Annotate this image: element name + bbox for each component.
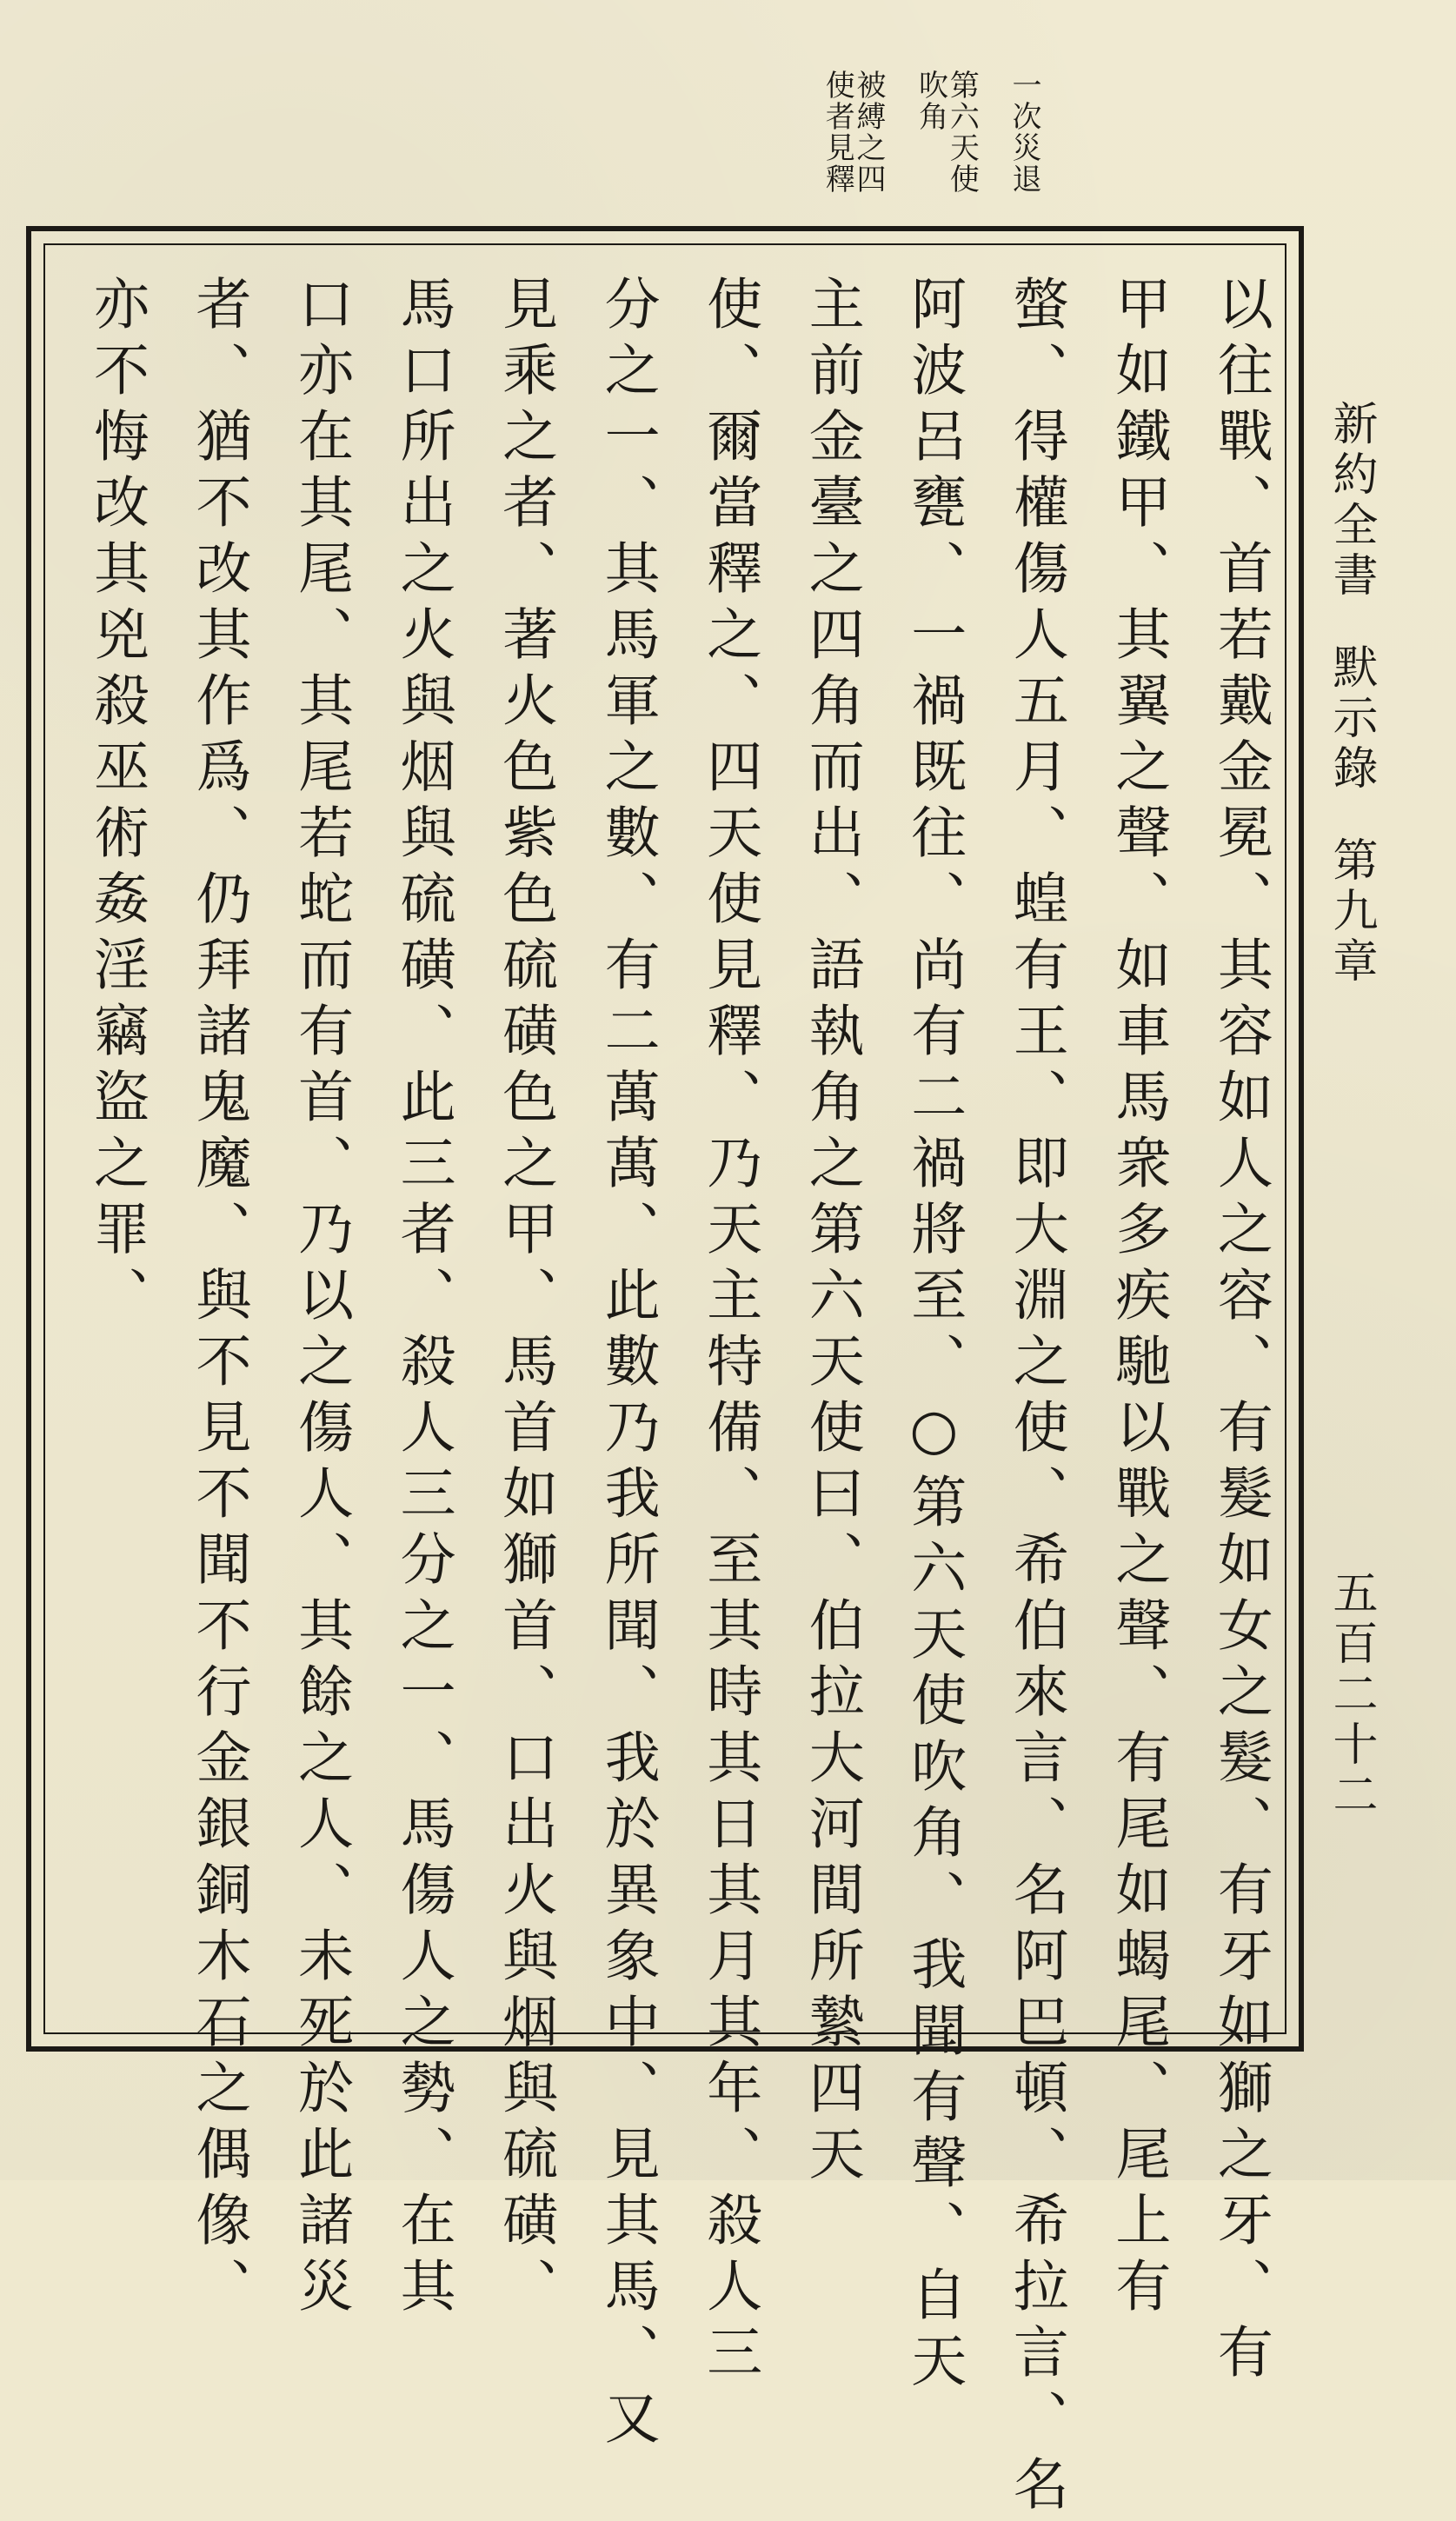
text-column: 主前金臺之四角而出、語執角之第六天使曰、伯拉大河間所縶四天 (799, 275, 864, 2191)
text-column: 者、猶不改其作爲、仍拜諸鬼魔、與不見不聞不行金銀銅木石之偶像、 (186, 275, 251, 2323)
text-columns (66, 275, 1273, 2521)
chapter-title: 第九章 (1325, 836, 1377, 988)
running-header (1325, 400, 1377, 988)
text-column: 口亦在其尾、其尾若蛇而有首、乃以之傷人、其餘之人、未死於此諸災 (289, 275, 354, 2323)
page-number: 五百二十二 (1325, 1569, 1377, 1821)
text-column: 分之一、其馬軍之數、有二萬萬、此數乃我所聞、我於異象中、見其馬、又 (595, 275, 660, 2455)
text-frame (26, 226, 1304, 2521)
margin-note: 被縛之四 使者見釋 (820, 70, 886, 195)
section-title: 默示錄 (1325, 643, 1377, 795)
text-column: 見乘之者、著火色紫色硫磺色之甲、馬首如獅首、口出火與烟與硫磺、 (493, 275, 558, 2323)
text-column: 以往戰、首若戴金冕、其容如人之容、有髮如女之髮、有牙如獅之牙、有 (1207, 275, 1273, 2389)
margin-notes (821, 70, 1039, 195)
text-column: 阿波呂甕、一禍既往、尚有二禍將至、○第六天使吹角、我聞有聲、自天 (901, 275, 967, 2398)
text-column: 螫、得權傷人五月、蝗有王、即大淵之使、希伯來言、名阿巴頓、希拉言、名 (1003, 275, 1068, 2521)
text-column: 亦不悔改其兇殺巫術姦淫竊盜之罪、 (84, 275, 149, 1332)
book-title: 新約全書 (1325, 400, 1377, 602)
text-column: 使、爾當釋之、四天使見釋、乃天主特備、至其時其日其月其年、殺人三 (697, 275, 762, 2389)
margin-note: 一次災退 (1007, 70, 1041, 195)
margin-note: 第六天使 吹角 (913, 70, 980, 195)
text-column: 馬口所出之火與烟與硫磺、此三者、殺人三分之一、馬傷人之勢、在其 (390, 275, 455, 2323)
text-column: 甲如鐵甲、其翼之聲、如車馬衆多疾馳以戰之聲、有尾如蝎尾、尾上有 (1106, 275, 1171, 2323)
